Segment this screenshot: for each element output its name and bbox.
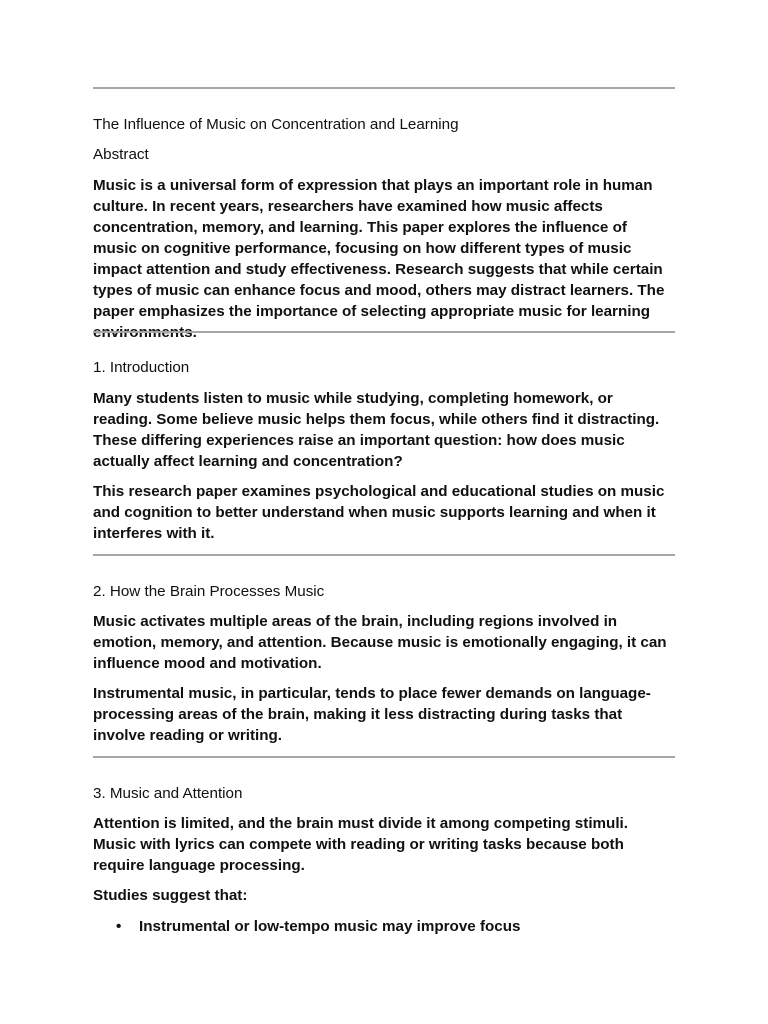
section-paragraph: Music activates multiple areas of the brain, including regions involved in emotion, memory, and attention. Because music is emotionally engaging, it can influence mood and motivation. — [93, 613, 667, 672]
horizontal-rule — [93, 87, 675, 89]
section-paragraph: Studies suggest that: — [93, 887, 248, 904]
section-paragraph: This research paper examines psychological and educational studies on music and cognition to better understand when music supports learning and when it interferes with it. — [93, 483, 665, 542]
section-heading: 1. Introduction — [93, 359, 190, 376]
horizontal-rule — [93, 331, 675, 333]
section-paragraph: Attention is limited, and the brain must divide it among competing stimuli. Music with lyrics can compete with reading or writing tasks because both require language processing. — [93, 815, 628, 874]
section-heading: 2. How the Brain Processes Music — [93, 583, 325, 600]
list-item-text: Instrumental or low-tempo music may improve focus — [139, 918, 521, 935]
bullet-dot-icon: • — [116, 918, 122, 935]
bullet-list — [93, 916, 675, 937]
horizontal-rule — [93, 756, 675, 758]
section-paragraph: Instrumental music, in particular, tends to place fewer demands on language-processing areas of the brain, making it less distracting during tasks that involve reading or writing. — [93, 685, 651, 744]
horizontal-rule — [93, 554, 675, 556]
section-paragraph: Many students listen to music while studying, completing homework, or reading. Some believe music helps them focus, while others find it distracting. These differing experiences raise an important question: how does music actually affect learning and concentration? — [93, 390, 660, 470]
list-item — [93, 916, 675, 937]
document-title: The Influence of Music on Concentration and Learning — [93, 116, 459, 133]
abstract-body: Music is a universal form of expression that plays an important role in human culture. In recent years, researchers have examined how music affects concentration, memory, and learning. This paper explores the influence of music on cognitive performance, focusing on how different types of music impact attention and study effectiveness. Research suggests that while certain types of music can enhance focus and mood, others may distract learners. The paper emphasizes the importance of selecting appropriate music for learning environments. — [93, 177, 665, 341]
section-heading: 3. Music and Attention — [93, 785, 243, 802]
abstract-heading: Abstract — [93, 146, 149, 163]
